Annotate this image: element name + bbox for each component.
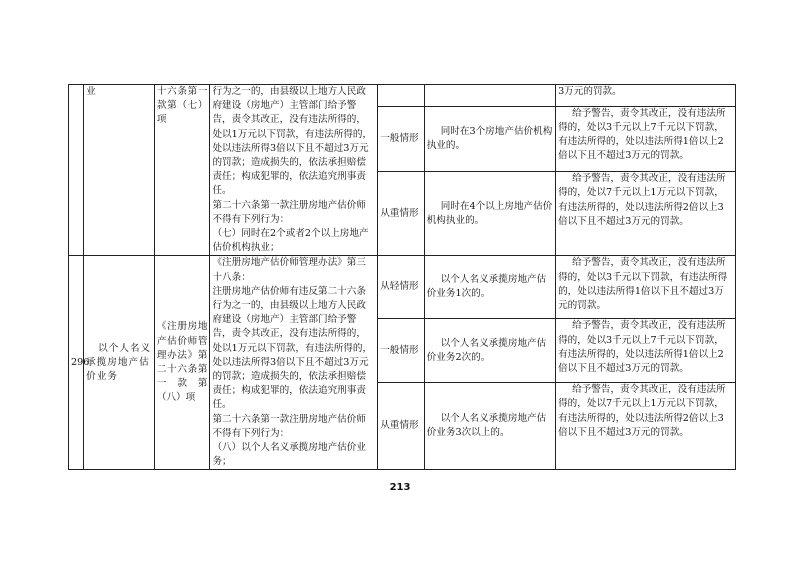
item-name: 业 [86,86,96,97]
law-content-paragraph: （七）同时在2个或者2个以上房地产估价机构执业； [212,228,369,254]
standard-cell [424,85,555,107]
law-content-paragraph: 第二十六条第一款注册房地产估价师不得有下列行为： [212,413,366,439]
penalty-cell [556,106,736,171]
legal-basis-cell [154,85,210,256]
page-number: 213 [389,482,411,493]
penalty-text: 给予警告，责令其改正，没有违法所得的，处以7千元以上1万元以下罚款，有违法所得的，处以违法所得2倍以上3倍以下且不超过3万元的罚款。 [558,384,726,438]
penalty-text: 给予警告，责令其改正，没有违法所得的，处以3千元以下罚款，有违法所得的，处以违法所得1倍以下且不超过3万元的罚款。 [558,257,728,312]
standard-text: 以个人名义承揽房地产估价业务2次的。 [426,337,547,363]
penalty-cell [556,256,736,319]
circumstance-cell [378,256,424,319]
penalty-text: 给予警告，责令其改正，没有违法所得的，处以7千元以上1万元以下罚款，有违法所得的，处以违法所得2倍以上3倍以下且不超过3万元的罚款。 [558,173,726,227]
law-content-paragraph: 注册房地产估价师有违反第二十六条行为之一的，由县级以上地方人民政府建设（房地产）主管部门给予警告，责令其改正，没有违法所得的，处以1万元以下罚款，有违法所得的，处以违法所得3倍以下且不超过3万元的罚款；造成损失的，依法承担赔偿责任；构成犯罪的，依法追究刑事责任。 [212,285,373,411]
penalty-cell [556,85,736,107]
standard-text: 同时在3个房地产估价机构执业的。 [426,125,553,152]
circumstance-label: 从重情形 [380,420,419,432]
penalty-cell [556,319,736,383]
penalty-text: 给予警告，责令其改正，没有违法所得的，处以3千元以上7千元以下罚款，有违法所得的，处以违法所得1倍以上2倍以下且不超过3万元的罚款。 [558,320,726,374]
penalty-cell [556,172,736,256]
item-number-cell [69,85,84,256]
circumstance-cell [378,172,424,256]
item-name-cell [84,256,155,470]
law-content-cell [210,85,378,256]
penalty-standard-table [68,84,736,470]
standard-text: 以个人名义承揽房地产估价业务1次的。 [426,274,547,300]
item-number-cell [69,256,90,470]
circumstance-label: 一般情形 [380,344,419,356]
standard-text: 同时在4个以上房地产估价机构执业的。 [426,200,553,226]
item-number: 296 [71,356,90,368]
standard-text: 以个人名义承揽房地产估价业务3次以上的。 [426,413,547,439]
circumstance-cell [378,106,424,171]
legal-basis-cell [154,256,210,470]
circumstance-label: 一般情形 [380,132,419,144]
standard-cell [424,172,555,256]
legal-basis: 《注册房地产估价师管理办法》第二十六条第一款第（八）项 [156,321,208,404]
law-content-paragraph: 行为之一的，由县级以上地方人民政府建设（房地产）主管部门给予警告，责令其改正，没有违法所得的，处以1万元以下罚款，有违法所得的，处以违法所得3倍以下且不超过3万元的罚款；造成损失的，依法承担赔偿责任；构成犯罪的，依法追究刑事责任。 [212,86,373,197]
law-content-paragraph: 《注册房地产估价师管理办法》第三十八条： [212,257,366,283]
standard-cell [424,383,555,470]
item-name-cell [84,85,155,256]
penalty-text: 3万元的罚款。 [558,86,622,97]
standard-cell [424,256,555,319]
penalty-text: 给予警告，责令其改正，没有违法所得的，处以3千元以上7千元以下罚款，有违法所得的，处以违法所得1倍以上2倍以下且不超过3万元的罚款。 [558,107,726,162]
standard-cell [424,106,555,171]
circumstance-cell [378,85,424,107]
law-content-cell [210,256,378,470]
legal-basis: 十六条第一款第（七）项 [156,86,208,126]
law-content-paragraph: 第二十六条第一款注册房地产估价师不得有下列行为： [212,199,366,225]
table-row [69,85,736,107]
circumstance-cell [378,319,424,383]
law-content-paragraph: （八）以个人名义承揽房地产估价业务； [212,442,366,468]
circumstance-label: 从重情形 [380,207,419,219]
circumstance-label: 从轻情形 [380,281,419,293]
circumstance-cell [378,383,424,470]
item-name: 以个人名义承揽房地产估价业务 [86,342,152,383]
table-row [69,256,736,319]
penalty-cell [556,383,736,470]
standard-cell [424,319,555,383]
